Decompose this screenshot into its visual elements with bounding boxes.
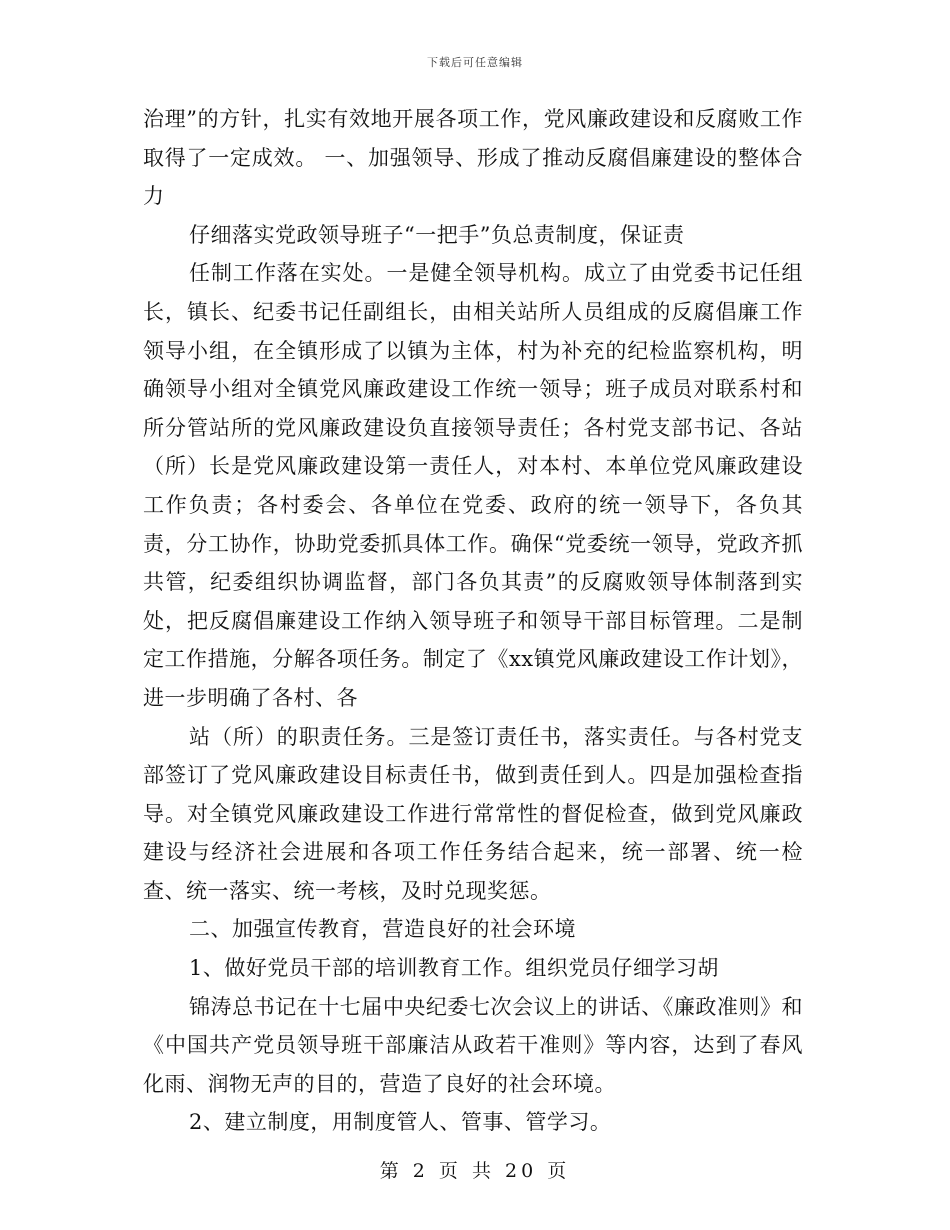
paragraph-3: 任制工作落在实处。一是健全领导机构。成立了由党委书记任组长，镇长、纪委书记任副组长，由相关站所人员组成的反腐倡廉工作领导小组，在全镇形成了以镇为主体，村为补充的纪检监察机构，明确领导小组对全镇党风廉政建设工作统一领导；班子成员对联系村和所分管站所的党风廉政建设负直接领导责任；各村党支部书记、各站（所）长是党风廉政建设第一责任人，对本村、本单位党风廉政建设工作负责；各村委会、各单位在党委、政府的统一领导下，各负其责，分工协作，协助党委抓具体工作。确保“党委统一领导，党政齐抓共管，纪委组织协调监督，部门各负其责”的反腐败领导体制落到实处，把反腐倡廉建设工作纳入领导班子和领导干部目标管理。二是制定工作措施，分解各项任务。制定了《xx镇党风廉政建设工作计划》，进一步明确了各村、各 <box>143 261 803 710</box>
document-body <box>143 100 803 1142</box>
section-heading-2: 二、加强宣传教育，营造良好的社会环境 <box>189 917 576 942</box>
paragraph-6: 锦涛总书记在十七届中央纪委七次会议上的讲话、《廉政准则》和《中国共产党员领导班干部廉洁从政若干准则》等内容，达到了春风化雨、润物无声的目的，营造了良好的社会环境。 <box>143 994 803 1096</box>
paragraph-1: 治理”的方针，扎实有效地开展各项工作，党风廉政建设和反腐败工作取得了一定成效。 一、加强领导、形成了推动反腐倡廉建设的整体合力 <box>143 107 803 209</box>
paragraph-2: 仔细落实党政领导班子“一把手”负总责制度，保证责 <box>189 222 685 247</box>
paragraph-7: 2、建立制度，用制度管人、管事、管学习。 <box>189 1110 612 1135</box>
page-header: 下载后可任意编辑 <box>427 56 523 69</box>
paragraph-5: 1、做好党员干部的培训教育工作。组织党员仔细学习胡 <box>189 956 719 981</box>
paragraph-4: 站（所）的职责任务。三是签订责任书，落实责任。与各村党支部签订了党风廉政建设目标责任书，做到责任到人。四是加强检查指导。对全镇党风廉政建设工作进行常常性的督促检查，做到党风廉政建设与经济社会进展和各项工作任务结合起来，统一部署、统一检查、统一落实、统一考核，及时兑现奖惩。 <box>143 724 803 903</box>
page-number: 第 2 页 共 20 页 <box>379 1160 571 1182</box>
